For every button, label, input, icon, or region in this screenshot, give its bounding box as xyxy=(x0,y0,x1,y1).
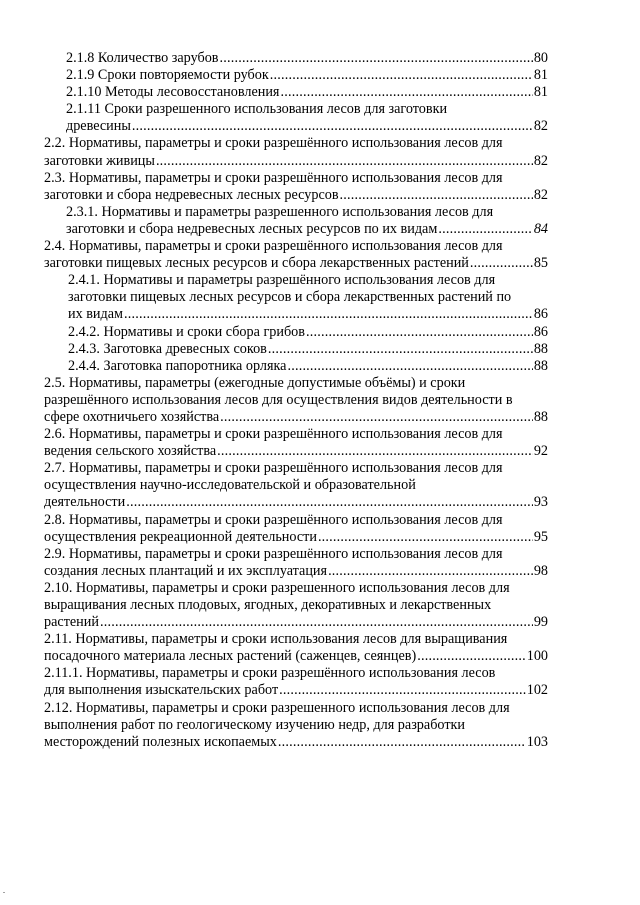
dot-leader xyxy=(100,614,533,631)
toc-page-number: 86 xyxy=(533,323,548,340)
toc-entry-line xyxy=(66,101,548,118)
toc-entry-text: для выполнения изыскательских работ xyxy=(44,682,279,699)
toc-page-number: 81 xyxy=(533,84,548,101)
toc-entry-text: 2.4.1. Нормативы и параметры разрешённого использования лесов для xyxy=(68,272,496,289)
toc-entry-last-line xyxy=(44,187,548,204)
toc-entry-line xyxy=(44,392,548,409)
toc-entry-text: 2.9. Нормативы, параметры и сроки разрешённого использования лесов для xyxy=(44,545,503,562)
dot-leader xyxy=(318,529,533,546)
toc-entry-text: месторождений полезных ископаемых xyxy=(44,733,277,750)
dot-leader xyxy=(287,358,532,375)
toc-entry-line xyxy=(44,375,548,392)
toc-entry-text: сфере охотничьего хозяйства xyxy=(44,408,220,425)
toc-entry-text: осуществления научно-исследовательской и образовательной xyxy=(44,477,416,494)
dot-leader xyxy=(220,50,533,67)
toc-entry-text: заготовки и сбора недревесных лесных ресурсов по их видам xyxy=(66,220,438,237)
toc-entry-text: 2.1.8 Количество зарубов xyxy=(66,50,219,66)
dot-leader xyxy=(470,255,533,272)
toc-entry xyxy=(68,324,548,341)
toc-entry-text: растений xyxy=(44,614,99,631)
dot-leader xyxy=(278,734,526,751)
toc-entry xyxy=(44,238,548,272)
toc-page-number: 88 xyxy=(533,357,548,374)
toc-entry xyxy=(44,580,548,631)
toc-entry-line xyxy=(68,272,548,289)
toc-entry-line xyxy=(44,238,548,255)
toc-entry-text: посадочного материала лесных растений (саженцев, сеянцев) xyxy=(44,648,417,665)
toc-entry-line xyxy=(44,135,548,152)
toc-entry-text: 2.5. Нормативы, параметры (ежегодные допустимые объёмы) и сроки xyxy=(44,374,466,391)
scan-speck: . xyxy=(3,886,5,895)
toc-entry xyxy=(44,546,548,580)
toc-entry-text: 2.1.9 Сроки повторяемости рубок xyxy=(66,67,269,84)
toc-entry-text: деятельности xyxy=(44,494,126,511)
toc-entry-line xyxy=(44,170,548,187)
dot-leader xyxy=(328,563,533,580)
toc-entry-last-line xyxy=(66,84,548,101)
toc-entry-text: ведения сельского хозяйства xyxy=(44,443,217,460)
toc-entry-last-line xyxy=(66,221,548,238)
toc-entry-line xyxy=(44,460,548,477)
toc-page-number: 81 xyxy=(533,67,548,84)
toc-entry-line xyxy=(44,700,548,717)
toc-page-number: 88 xyxy=(533,408,548,425)
toc-entry-last-line xyxy=(44,734,548,751)
toc-entry-line xyxy=(44,717,548,734)
toc-entry-text: 2.8. Нормативы, параметры и сроки разрешённого использования лесов для xyxy=(44,511,503,528)
toc-entry-last-line xyxy=(44,682,548,699)
dot-leader xyxy=(279,682,526,699)
toc-entry xyxy=(44,135,548,169)
toc-page-number: 82 xyxy=(533,152,548,169)
toc-entry-text: 2.11. Нормативы, параметры и сроки использования лесов для выращивания xyxy=(44,631,508,648)
toc-entry xyxy=(44,700,548,751)
dot-leader xyxy=(340,187,533,204)
table-of-contents xyxy=(44,50,548,751)
toc-entry-last-line xyxy=(44,648,548,665)
toc-entry-last-line xyxy=(44,409,548,426)
toc-page-number: 102 xyxy=(526,682,548,699)
toc-page-number: 80 xyxy=(533,50,548,66)
toc-page-number: 92 xyxy=(533,443,548,460)
toc-entry xyxy=(44,665,548,699)
toc-entry-text: разрешённого использования лесов для осуществления видов деятельности в xyxy=(44,391,513,408)
toc-entry xyxy=(44,170,548,204)
toc-entry-text: 2.3.1. Нормативы и параметры разрешенного использования лесов для xyxy=(66,203,494,220)
toc-page-number: 98 xyxy=(533,562,548,579)
toc-entry-line xyxy=(44,546,548,563)
toc-entry-last-line xyxy=(68,341,548,358)
toc-entry-line xyxy=(44,426,548,443)
toc-entry-text: 2.2. Нормативы, параметры и сроки разрешённого использования лесов для xyxy=(44,135,503,152)
toc-page-number: 103 xyxy=(526,733,548,750)
toc-page-number: 85 xyxy=(533,255,548,272)
toc-entry-last-line xyxy=(44,255,548,272)
dot-leader xyxy=(306,324,533,341)
toc-entry-text: 2.4.4. Заготовка папоротника орляка xyxy=(68,357,287,374)
toc-entry xyxy=(68,358,548,375)
toc-entry-last-line xyxy=(44,443,548,460)
dot-leader xyxy=(280,84,532,101)
toc-entry-text: 2.6. Нормативы, параметры и сроки разрешённого использования лесов для xyxy=(44,426,503,443)
toc-entry-line xyxy=(68,289,548,306)
toc-entry-text: выращивания лесных плодовых, ягодных, декоративных и лекарственных xyxy=(44,597,492,613)
dot-leader xyxy=(438,221,532,238)
dot-leader xyxy=(268,341,533,358)
toc-entry-text: их видам xyxy=(68,306,124,323)
dot-leader xyxy=(132,118,533,135)
toc-entry-text: создания лесных плантаций и их эксплуатация xyxy=(44,562,328,579)
toc-entry-last-line xyxy=(44,614,548,631)
toc-entry-last-line xyxy=(66,67,548,84)
toc-entry-text: заготовки пищевых лесных ресурсов и сбора лекарственных растений по xyxy=(68,289,512,306)
toc-entry xyxy=(66,67,548,84)
toc-entry xyxy=(66,50,548,67)
dot-leader xyxy=(417,648,526,665)
toc-entry-text: 2.10. Нормативы, параметры и сроки разрешенного использования лесов для xyxy=(44,579,510,596)
toc-entry-line xyxy=(44,477,548,494)
toc-entry-last-line xyxy=(44,494,548,511)
toc-entry xyxy=(44,631,548,665)
toc-page-number: 93 xyxy=(533,494,548,511)
toc-entry-last-line xyxy=(66,50,548,67)
toc-entry-text: 2.1.11 Сроки разрешенного использования лесов для заготовки xyxy=(66,101,448,118)
toc-entry-last-line xyxy=(66,118,548,135)
toc-entry-line xyxy=(44,597,548,614)
toc-entry-line xyxy=(44,665,548,682)
dot-leader xyxy=(156,153,533,170)
toc-entry-last-line xyxy=(44,529,548,546)
toc-entry xyxy=(68,341,548,358)
toc-entry-text: 2.11.1. Нормативы, параметры и сроки разрешённого использования лесов xyxy=(44,665,496,682)
toc-entry-text: 2.4. Нормативы, параметры и сроки разрешённого использования лесов для xyxy=(44,238,503,255)
toc-entry-line xyxy=(44,512,548,529)
toc-entry-text: древесины xyxy=(66,118,131,135)
toc-entry xyxy=(44,460,548,511)
toc-entry-last-line xyxy=(44,153,548,170)
toc-entry-line xyxy=(44,580,548,597)
toc-entry xyxy=(68,272,548,323)
toc-page-number: 82 xyxy=(533,186,548,203)
toc-entry xyxy=(66,101,548,135)
toc-entry xyxy=(66,84,548,101)
toc-entry-last-line xyxy=(44,563,548,580)
toc-page-number: 100 xyxy=(526,648,548,665)
toc-entry-text: заготовки и сбора недревесных лесных ресурсов xyxy=(44,186,339,203)
toc-entry xyxy=(44,375,548,426)
dot-leader xyxy=(126,494,533,511)
toc-page-number: 99 xyxy=(533,614,548,631)
toc-entry-text: осуществления рекреационной деятельности xyxy=(44,528,317,545)
toc-entry-line xyxy=(44,631,548,648)
toc-entry-line xyxy=(66,204,548,221)
toc-entry-text: заготовки живицы xyxy=(44,152,155,169)
toc-entry-text: 2.7. Нормативы, параметры и сроки разрешённого использования лесов для xyxy=(44,460,503,477)
toc-entry-text: 2.4.3. Заготовка древесных соков xyxy=(68,340,267,357)
toc-entry-text: заготовки пищевых лесных ресурсов и сбора лекарственных растений xyxy=(44,255,469,272)
toc-entry-last-line xyxy=(68,306,548,323)
toc-entry-text: выполнения работ по геологическому изучению недр, для разработки xyxy=(44,716,466,733)
toc-entry-last-line xyxy=(68,324,548,341)
dot-leader xyxy=(270,67,533,84)
dot-leader xyxy=(220,409,533,426)
toc-page-number: 95 xyxy=(533,528,548,545)
toc-entry xyxy=(44,512,548,546)
toc-entry-text: 2.12. Нормативы, параметры и сроки разрешенного использования лесов для xyxy=(44,699,510,716)
toc-page-number: 88 xyxy=(533,340,548,357)
toc-entry xyxy=(66,204,548,238)
toc-entry xyxy=(44,426,548,460)
toc-entry-text: 2.3. Нормативы, параметры и сроки разрешённого использования лесов для xyxy=(44,169,503,186)
dot-leader xyxy=(124,306,533,323)
toc-entry-text: 2.1.10 Методы лесовосстановления xyxy=(66,84,280,101)
toc-entry-last-line xyxy=(68,358,548,375)
dot-leader xyxy=(217,443,533,460)
toc-entry-text: 2.4.2. Нормативы и сроки сбора грибов xyxy=(68,323,305,340)
toc-page-number: 84 xyxy=(533,220,548,237)
toc-page-number: 86 xyxy=(533,306,548,323)
toc-page-number: 82 xyxy=(533,118,548,135)
